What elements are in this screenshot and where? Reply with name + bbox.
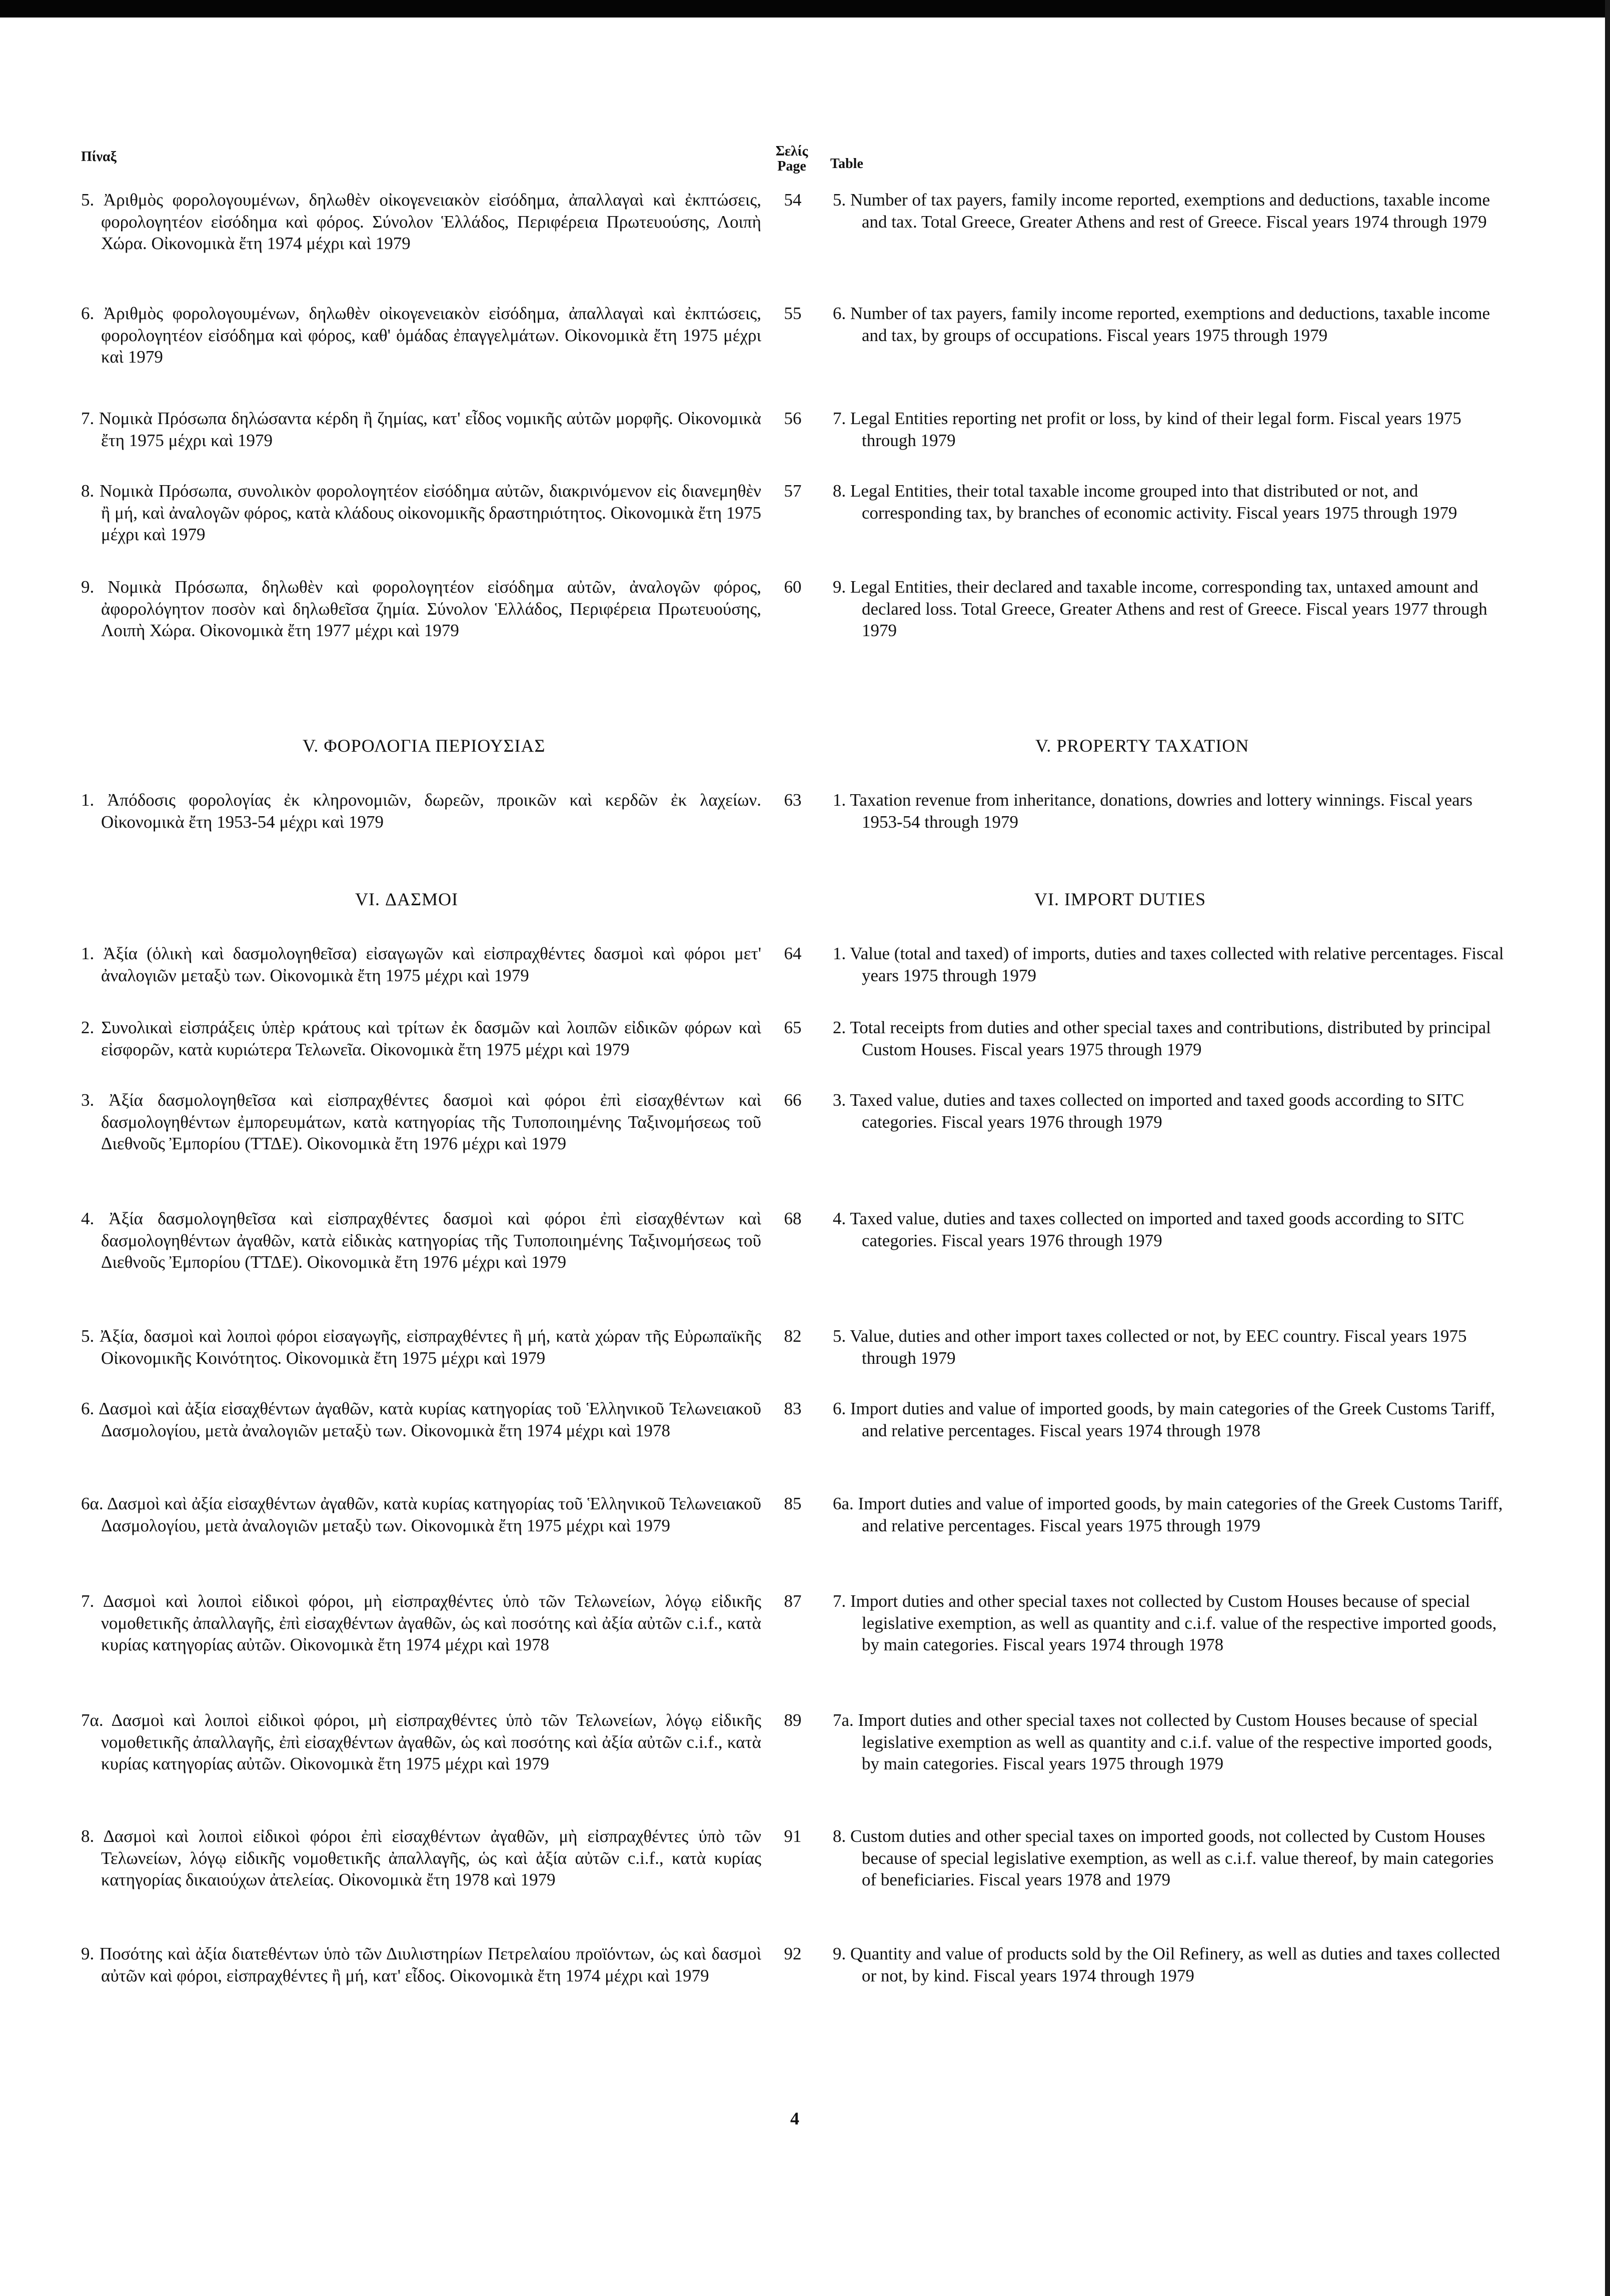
entry-page: 54 bbox=[784, 190, 802, 210]
entry-page: 83 bbox=[784, 1399, 802, 1418]
entry-page: 89 bbox=[784, 1710, 802, 1730]
header-table-en: Table bbox=[830, 156, 863, 172]
entry-en: 5. Value, duties and other import taxes collected or not, by EEC country. Fiscal years 1975 through 1979 bbox=[833, 1326, 1467, 1368]
entry-en: 6a. Import duties and value of imported goods, by main categories of the Greek Customs Tariff, and relative percentages. Fiscal years 1975 through 1979 bbox=[833, 1494, 1503, 1535]
entry-gr: 7. Δασμοὶ καὶ λοιποὶ εἰδικοὶ φόροι, μὴ εἰσπραχθέντες ὑπὸ τῶν Τελωνείων, λόγῳ εἰδικῆς νομοθετικῆς ἀπαλλαγῆς, ἐπὶ εἰσαχθέντων ἀγαθῶν, ὡς καὶ ποσότης καὶ ἀξία αὐτῶν c.i.f., κατὰ κυρίας κατηγορίας αὐτῶν. Οἰκονομικὰ ἔτη 1974 μέχρι καὶ 1978 bbox=[81, 1591, 761, 1654]
entry-gr: 8. Δασμοὶ καὶ λοιποὶ εἰδικοὶ φόροι ἐπὶ εἰσαχθέντων ἀγαθῶν, μὴ εἰσπραχθέντες ὑπὸ τῶν Τελωνείων, λόγῳ εἰδικῆς νομοθετικῆς ἀπαλλαγῆς, ὡς καὶ ἀξία αὐτῶν c.i.f., κατὰ κυρίας κατηγορίας δικαιούχων ἀτελείας. Οἰκονομικὰ ἔτη 1978 καὶ 1979 bbox=[81, 1826, 761, 1889]
entry-page: 87 bbox=[784, 1591, 802, 1611]
page-number: 4 bbox=[790, 2108, 799, 2128]
entry-en: 6. Number of tax payers, family income reported, exemptions and deductions, taxable income and tax, by groups of occupations. Fiscal years 1975 through 1979 bbox=[833, 304, 1490, 345]
entry-en: 7. Import duties and other special taxes not collected by Custom Houses because of special legislative exemption, as well as quantity and c.i.f. value of the respective imported goods, by main categories. Fiscal years 1974 through 1978 bbox=[833, 1591, 1497, 1654]
entry-en: 9. Legal Entities, their declared and taxable income, corresponding tax, untaxed amount and declared loss. Total Greece, Greater Athens and rest of Greece. Fiscal years 1977 through 1979 bbox=[833, 577, 1487, 640]
section-title-en: VI. IMPORT DUTIES bbox=[1034, 889, 1206, 909]
entry-gr: 9. Ποσότης καὶ ἀξία διατεθέντων ὑπὸ τῶν Διυλιστηρίων Πετρελαίου προϊόντων, ὡς καὶ δασμοὶ αὐτῶν καὶ φόροι, εἰσπραχθέντες ἢ μή, κατ' εἶδος. Οἰκονομικὰ ἔτη 1974 μέχρι καὶ 1979 bbox=[81, 1944, 761, 1985]
entry-en: 5. Number of tax payers, family income reported, exemptions and deductions, taxable income and tax. Total Greece, Greater Athens and rest of Greece. Fiscal years 1974 through 1979 bbox=[833, 190, 1490, 232]
entry-page: 56 bbox=[784, 409, 802, 428]
entry-gr: 3. Ἀξία δασμολογηθεῖσα καὶ εἰσπραχθέντες δασμοὶ καὶ φόροι ἐπὶ εἰσαχθέντων καὶ δασμολογηθέντων ἐμπορευμάτων, κατὰ κατηγορίας τῆς Τυποποιημένης Ταξινομήσεως τοῦ Διεθνοῦς Ἐμπορίου (ΤΤΔΕ). Οἰκονομικὰ ἔτη 1976 μέχρι καὶ 1979 bbox=[81, 1090, 761, 1153]
scan-border-right bbox=[1605, 0, 1610, 2296]
entry-gr: 9. Νομικὰ Πρόσωπα, δηλωθὲν καὶ φορολογητέον εἰσόδημα αὐτῶν, ἀναλογῶν φόρος, ἀφορολόγητον ποσὸν καὶ δηλωθεῖσα ζημία. Σύνολον Ἑλλάδος, Περιφέρεια Πρωτευούσης, Λοιπὴ Χώρα. Οἰκονομικὰ ἔτη 1977 μέχρι καὶ 1979 bbox=[81, 577, 761, 640]
entry-page: 91 bbox=[784, 1826, 802, 1846]
entry-gr: 6α. Δασμοὶ καὶ ἀξία εἰσαχθέντων ἀγαθῶν, κατὰ κυρίας κατηγορίας τοῦ Ἑλληνικοῦ Τελωνειακοῦ Δασμολογίου, μετὰ ἀναλογιῶν μεταξὺ των. Οἰκονομικὰ ἔτη 1975 μέχρι καὶ 1979 bbox=[81, 1494, 761, 1535]
entry-gr: 2. Συνολικαὶ εἰσπράξεις ὑπὲρ κράτους καὶ τρίτων ἐκ δασμῶν καὶ λοιπῶν εἰδικῶν φόρων καὶ εἰσφορῶν, κατὰ κυριώτερα Τελωνεῖα. Οἰκονομικὰ ἔτη 1975 μέχρι καὶ 1979 bbox=[81, 1018, 761, 1059]
section-title-en: V. PROPERTY TAXATION bbox=[1035, 736, 1249, 756]
entry-en: 7. Legal Entities reporting net profit or loss, by kind of their legal form. Fiscal years 1975 through 1979 bbox=[833, 409, 1461, 450]
entry-gr: 4. Ἀξία δασμολογηθεῖσα καὶ εἰσπραχθέντες δασμοὶ καὶ φόροι ἐπὶ εἰσαχθέντων καὶ δασμολογηθέντων ἀγαθῶν, κατὰ εἰδικὰς κατηγορίας τῆς Τυποποιημένης Ταξινομήσεως τοῦ Διεθνοῦς Ἐμπορίου (ΤΤΔΕ). Οἰκονομικὰ ἔτη 1976 μέχρι καὶ 1979 bbox=[81, 1209, 761, 1272]
entry-page: 65 bbox=[784, 1018, 802, 1037]
header-table-gr: Πίναξ bbox=[81, 149, 117, 165]
entry-gr: 5. Ἀριθμὸς φορολογουμένων, δηλωθὲν οἰκογενειακὸν εἰσόδημα, ἀπαλλαγαὶ καὶ ἐκπτώσεις, φορολογητέον εἰσόδημα καὶ φόρος. Σύνολον Ἑλλάδος, Περιφέρεια Πρωτευούσης, Λοιπὴ Χώρα. Οἰκονομικὰ ἔτη 1974 μέχρι καὶ 1979 bbox=[81, 190, 761, 253]
entry-page: 64 bbox=[784, 944, 802, 963]
entry-gr: 7α. Δασμοὶ καὶ λοιποὶ εἰδικοὶ φόροι, μὴ εἰσπραχθέντες ὑπὸ τῶν Τελωνείων, λόγῳ εἰδικῆς νομοθετικῆς ἀπαλλαγῆς, ἐπὶ εἰσαχθέντων ἀγαθῶν, ὡς καὶ ποσότης καὶ ἀξία αὐτῶν c.i.f., κατὰ κυρίας κατηγορίας αὐτῶν. Οἰκονομικὰ ἔτη 1975 μέχρι καὶ 1979 bbox=[81, 1710, 761, 1773]
entry-page: 55 bbox=[784, 304, 802, 323]
scan-border-top bbox=[0, 0, 1610, 18]
entry-gr: 1. Ἀξία (ὁλικὴ καὶ δασμολογηθεῖσα) εἰσαγωγῶν καὶ εἰσπραχθέντες δασμοὶ καὶ φόροι μετ' ἀναλογιῶν μεταξὺ των. Οἰκονομικὰ ἔτη 1975 μέχρι καὶ 1979 bbox=[81, 944, 761, 985]
entry-page: 68 bbox=[784, 1209, 802, 1228]
entry-en: 7a. Import duties and other special taxes not collected by Custom Houses because of special legislative exemption as well as quantity and c.i.f. value of the respective imported goods, by main categories. Fiscal years 1975 through 1979 bbox=[833, 1710, 1492, 1773]
header-page bbox=[769, 144, 814, 174]
entry-page: 63 bbox=[784, 790, 802, 810]
entry-en: 6. Import duties and value of imported goods, by main categories of the Greek Customs Tariff, and relative percentages. Fiscal years 1974 through 1978 bbox=[833, 1399, 1495, 1440]
entry-page: 92 bbox=[784, 1944, 802, 1963]
entry-gr: 6. Ἀριθμὸς φορολογουμένων, δηλωθὲν οἰκογενειακὸν εἰσόδημα, ἀπαλλαγαὶ καὶ ἐκπτώσεις, φορολογητέον εἰσόδημα καὶ φόρος, καθ' ὁμάδας ἐπαγγελμάτων. Οἰκονομικὰ ἔτη 1975 μέχρι καὶ 1979 bbox=[81, 304, 761, 367]
entry-en: 1. Taxation revenue from inheritance, donations, dowries and lottery winnings. Fiscal years 1953-54 through 1979 bbox=[833, 790, 1472, 832]
entry-gr: 6. Δασμοὶ καὶ ἀξία εἰσαχθέντων ἀγαθῶν, κατὰ κυρίας κατηγορίας τοῦ Ἑλληνικοῦ Τελωνειακοῦ Δασμολογίου, μετὰ ἀναλογιῶν μεταξὺ των. Οἰκονομικὰ ἔτη 1974 μέχρι καὶ 1978 bbox=[81, 1399, 761, 1440]
entry-en: 8. Legal Entities, their total taxable income grouped into that distributed or not, and corresponding tax, by branches of economic activity. Fiscal years 1975 through 1979 bbox=[833, 481, 1457, 523]
entry-en: 3. Taxed value, duties and taxes collected on imported and taxed goods according to SITC categories. Fiscal years 1976 through 1979 bbox=[833, 1090, 1464, 1132]
section-title-gr: V. ΦΟΡΟΛΟΓΙΑ ΠΕΡΙΟΥΣΙΑΣ bbox=[303, 736, 546, 756]
entry-page: 57 bbox=[784, 481, 802, 501]
entry-gr: 5. Ἀξία, δασμοὶ καὶ λοιποὶ φόροι εἰσαγωγῆς, εἰσπραχθέντες ἢ μή, κατὰ χώραν τῆς Εὐρωπαϊκῆς Οἰκονομικῆς Κοινότητος. Οἰκονομικὰ ἔτη 1975 μέχρι καὶ 1979 bbox=[81, 1326, 761, 1368]
section-title-gr: VI. ΔΑΣΜΟΙ bbox=[355, 889, 459, 909]
entry-gr: 7. Νομικὰ Πρόσωπα δηλώσαντα κέρδη ἢ ζημίας, κατ' εἶδος νομικῆς αὐτῶν μορφῆς. Οἰκονομικὰ ἔτη 1975 μέχρι καὶ 1979 bbox=[81, 409, 761, 450]
entry-gr: 8. Νομικὰ Πρόσωπα, συνολικὸν φορολογητέον εἰσόδημα αὐτῶν, διακρινόμενον εἰς διανεμηθὲν ἢ μή, καὶ ἀναλογῶν φόρος, κατὰ κλάδους οἰκονομικῆς δραστηριότητος. Οἰκονομικὰ ἔτη 1975 μέχρι καὶ 1979 bbox=[81, 481, 761, 544]
entry-en: 2. Total receipts from duties and other special taxes and contributions, distributed by principal Custom Houses. Fiscal years 1975 through 1979 bbox=[833, 1018, 1491, 1059]
entry-page: 60 bbox=[784, 577, 802, 597]
entry-en: 4. Taxed value, duties and taxes collected on imported and taxed goods according to SITC categories. Fiscal years 1976 through 1979 bbox=[833, 1209, 1464, 1250]
entry-en: 9. Quantity and value of products sold by the Oil Refinery, as well as duties and taxes collected or not, by kind. Fiscal years 1974 through 1979 bbox=[833, 1944, 1500, 1985]
header-page-gr: Σελίς bbox=[775, 144, 808, 159]
entry-en: 8. Custom duties and other special taxes on imported goods, not collected by Custom Houses because of special legislative exemption, as well as c.i.f. value thereof, by main categories of beneficiaries. Fiscal years 1978 and 1979 bbox=[833, 1826, 1494, 1889]
entry-page: 66 bbox=[784, 1090, 802, 1110]
entry-page: 85 bbox=[784, 1494, 802, 1513]
header-page-en: Page bbox=[777, 159, 806, 174]
entry-en: 1. Value (total and taxed) of imports, duties and taxes collected with relative percentages. Fiscal years 1975 through 1979 bbox=[833, 944, 1504, 985]
entry-gr: 1. Ἀπόδοσις φορολογίας ἐκ κληρονομιῶν, δωρεῶν, προικῶν καὶ κερδῶν ἐκ λαχείων. Οἰκονομικὰ ἔτη 1953-54 μέχρι καὶ 1979 bbox=[81, 790, 761, 832]
entry-page: 82 bbox=[784, 1326, 802, 1346]
